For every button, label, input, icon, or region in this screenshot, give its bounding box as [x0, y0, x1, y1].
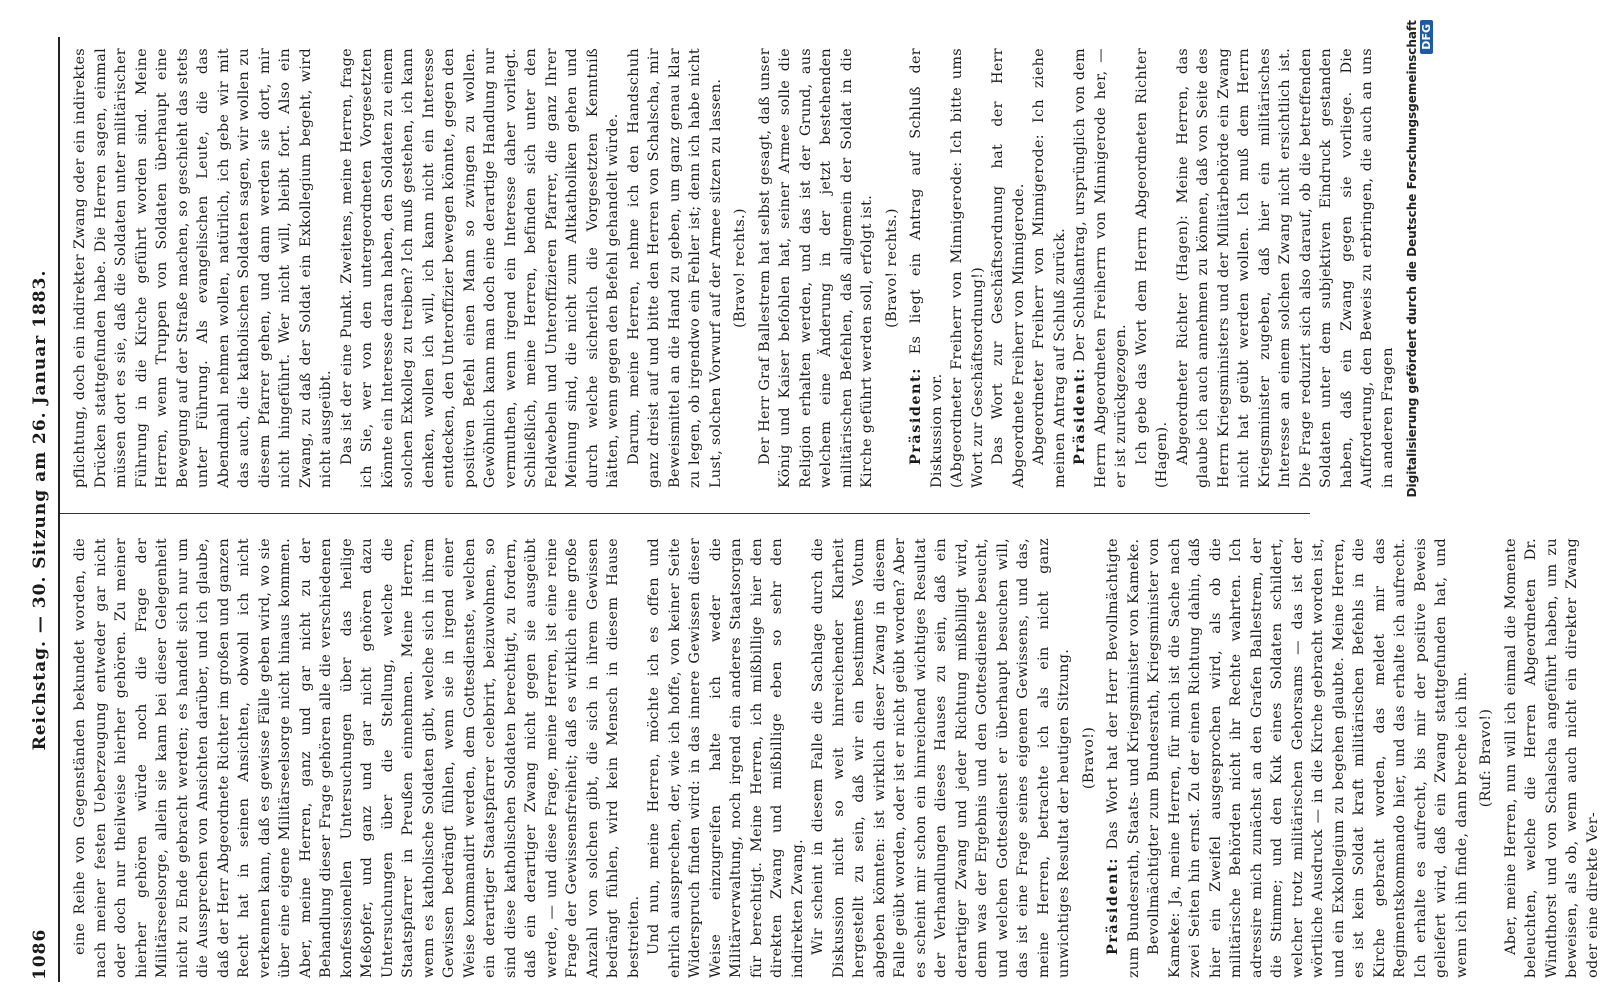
paragraph-text: Es liegt ein Antrag auf Schluß der Diskussion vor.: [908, 48, 945, 488]
paragraph-text: Darum, meine Herren, nehme ich den Handschuh ganz dreist auf und bitte den Herren von Schalscha, mir Beweismittel an die Hand zu geben, um ganz genau klar zu legen, ob irgendwo ein Fehler ist; denn ich habe nicht Lust, solchen Vorwurf auf der Armee sitzen zu lassen.: [625, 48, 724, 488]
paragraph: [1476, 538, 1497, 978]
paragraph: [882, 48, 903, 488]
paragraph-text: Abgeordneter Richter (Hagen): Meine Herren, das glaube ich auch annehmen zu können, daß von Seite des Herrn Kriegsministers und der Militärbehörde ein Zwang nicht hat geübt werden wollen. Ich muß dem Herrn Kriegsminister zugeben, daß hier ein militärisches Interesse an einem solchen Zwang nicht ersichtlich ist. Die Frage reduzirt sich also darauf, ob die betreffenden Soldaten unter dem subjektiven Eindruck gestanden haben, daß ein Zwang gegen sie vorliege. Die Aufforderung, den Beweis zu erbringen, die auch an uns in anderen Fragen: [1174, 48, 1396, 488]
paragraph-text: Der Schlußantrag, ursprünglich von dem Herrn Abgeordneten Freiherrn von Minnigerode her, — er ist zurückgezogen.: [1072, 48, 1129, 488]
paragraph-text: Wir scheint in diesem Falle die Sachlage durch die Diskussion nicht so weit hinreichender Klarheit hergestellt zu sein, daß wir ein bestimmtes Votum abgeben könnten: ist wirklich dieser Zwang in diesem Falle geübt worden, oder ist er nicht geübt worden? Aber es scheint mir schon ein hinreichend wichtiges Resultat der Verhandlungen dieses Hauses zu sein, daß ein derartiger Zwang und jeder Richtung mißbilligt wird, denn was der Ergebnis und den Gottesdienste besucht, und welchen Gottesdienst er überhaupt besuchen will, das ist eine Frage seines eigenen Gewissens, und das, meine Herren, betrachte ich als ein nicht ganz unwichtiges Resultat der heutigen Sitzung.: [810, 538, 1072, 978]
paragraph-text: (Bravo!): [1080, 726, 1097, 790]
digitization-footer: [1405, 20, 1433, 500]
paragraph-text: (Bravo! rechts.): [732, 208, 748, 328]
paragraph: [1132, 48, 1173, 488]
paragraph-text: Und nun, meine Herren, möchte ich es offen und ehrlich aussprechen, der, wie ich hoffe, von keiner Seite Widerspruch finden wird: in das innere Gewissen dieser Weise einzugreifen halte ich weder die Militärverwaltung, noch irgend ein anderes Staatsorgan für berechtigt. Meine Herren, ich mißbillige hier den direkten Zwang und mißbillige eben so sehr den indirekten Zwang.: [646, 538, 806, 978]
paragraph-text: pflichtung, doch ein indirekter Zwang oder ein indirektes Drücken stattgefunden habe. Die Herren sagen, einmal müssen dort es sie, daß die Soldaten unter militärischer Führung in die Kirche geführt worden sind. Meine Herren, wenn Truppen von Soldaten überhaupt eine Bewegung auf der Straße machen, so geschieht das stets unter Führung. Als evangelischen Leute, die das Abendmahl nehmen wollen, natürlich, ich gebe wir mit das auch, die katholischen Soldaten sagen, wir wollen zu diesem Pfarrer gehen, und dann werden sie dort, mir nicht hingeführt. Wer nicht will, bleibt fort. Also ein Zwang, zu daß der Soldat ein Exkollegium begeht, wird nicht ausgeübt.: [72, 48, 334, 488]
paragraph-text: (Abgeordneter Freiherr von Minnigerode: Ich bitte ums Wort zur Geschäftsordnung!): [949, 48, 986, 488]
page-number: 1086: [30, 928, 50, 980]
paragraph-text: Das Wort hat der Herr Bevollmächtigte zum Bundesrath, Staats- und Kriegsminister von Kameke.: [1105, 538, 1142, 978]
paragraph: [1173, 48, 1399, 488]
paragraph-text: eine Reihe von Gegenständen bekundet worden, die nach meiner festen Ueberzeugung entweder gar nicht oder doch nur theilweise hierher gehören. Zu meiner hierher gehören würde noch die Frage der Militärseelsorge, allein sie kann bei dieser Gelegenheit nicht zu Ende gebracht werden; es handelt sich nur um die Aussprechen von Ansichten darüber, und ich glaube, daß der Herr Abgeordnete Richter im großen und ganzen Recht hat in seinen Ansichten, obwohl ich nicht verkennen kann, daß es gewisse Fälle geben wird, wo sie über eine eigene Militärseelsorge nicht hinaus kommen. Aber, meine Herren, ganz und gar nicht zu der Behandlung dieser Frage gehören alle die verschiedenen konfessionellen Untersuchungen über das heilige Meßopfer, und ganz und gar nicht gehören dazu Untersuchungen über die Stellung, welche die Staatspfarrer in Preußen einnehmen. Meine Herren, wenn es katholische Soldaten gibt, welche sich in ihrem Gewissen bedrängt fühlen, wenn sie in irgend einer Weise kommandirt werden, dem Gottesdienste, welchen ein derartiger Staatspfarrer celebrirt, beizuwohnen, so sind diese katholischen Soldaten berechtigt, zu fordern, daß ein derartiger Zwang nicht gegen sie ausgeübt werde, — und diese Frage, meine Herren, ist eine reine Frage der Gewissensfreiheit; daß es wirklich eine große Anzahl von solchen gibt, die sich in ihrem Gewissen bedrängt fühlen, wird kein Mensch in diesem Hause bestreiten.: [72, 538, 642, 978]
footer-text: Digitalisierung gefördert durch die Deutsche Forschungsgemeinschaft: [1405, 20, 1419, 498]
right-column: [70, 48, 1396, 488]
paragraph: [70, 48, 337, 488]
paragraph-text: Ich gebe das Wort dem Herrn Abgeordneten Richter (Hagen).: [1133, 48, 1170, 488]
column-divider: [60, 513, 1310, 514]
paragraph: [70, 538, 644, 978]
paragraph-text: (Bravo! rechts.): [883, 208, 900, 328]
paragraph: [988, 48, 1029, 488]
paragraph-text: Bevollmächtigter zum Bundesrath, Kriegsminister von Kameke: Ja, meine Herren, für mich ist die Sache nach zwei Seiten hin ernst. Zu der einen Richtung dahin, daß hier ein Zweifel ausgesprochen wird, als ob die militärische Behörden nicht ihr Rechte wahrten. Ich adressire mich zunächst an den Grafen Ballestrem, der die Stimme; und den Kuk eines Soldaten schildert, welcher trotz militärischen Gehorsams — das ist der wörtliche Ausdruck — in die Kirche gebracht worden ist, und ein Exkollegium zu begehen glaubte. Meine Herren, es ist kein Soldat kraft militärischen Befehls in die Kirche gebracht worden, das meldet mir das Regimentskommando hier, und das erhalte ich aufrecht. Ich erhalte es aufrecht, bis mir der positive Beweis geliefert wird, daß ein Zwang stattgefunden hat, und wenn ich ihn finde, dann breche ich ihn.: [1146, 538, 1470, 978]
paragraph: [947, 48, 988, 488]
paragraph: [644, 538, 808, 978]
paragraph: [1029, 48, 1070, 488]
paragraph: [755, 48, 878, 488]
header-rule: [58, 37, 60, 982]
speaker-label: Präsident:: [1104, 857, 1121, 955]
paragraph-text: Das Wort zur Geschäftsordnung hat der Herr Abgeordnete Freiherr von Minnigerode.: [990, 48, 1027, 488]
paragraph-text: (Ruf: Bravo!): [1478, 708, 1494, 808]
paragraph-text: Der Herr Graf Ballestrem hat selbst gesagt, daß unser König und Kaiser befohlen hat, seiner Armee solle die Religion erhalten werden, und das ist der Grund, aus welchem eine Änderung in der jetzt bestehenden militärischen Befehlen, daß allgemein der Soldat in die Kirche geführt werden soll, erfolgt ist.: [756, 48, 875, 488]
paragraph: [1501, 538, 1603, 978]
left-column: [70, 538, 1601, 978]
paragraph: [1103, 538, 1144, 978]
dfg-logo: DFG: [1420, 20, 1433, 54]
paragraph: [1079, 538, 1100, 978]
paragraph: [906, 48, 947, 488]
paragraph: [624, 48, 727, 488]
paragraph-text: Das ist der eine Punkt. Zweitens, meine Herren, frage ich Sie, wer von den untergeordneten Vorgesetzten könnte ein Interesse daran haben, den Soldaten zu einem solchen Exkolleg zu treiben? Ich muß gestehen, ich kann denken, wollen ich will, ich kann nicht ein Interesse entdecken, den Unteroffizier bewegen könnte, gegen den positiven Befehl einen Mann so zwingen zu wollen. Gewöhnlich kann man doch eine derartige Handlung nur vermuthen, wenn irgend ein Interesse daher vorliegt. Schließlich, meine Herren, befinden sich unter den Feldwebeln und Unteroffizieren Pfarrer, die ganz Ihrer Meinung sind, die nicht zum Altkatholiken gehen und durch welche sicherlich die Vorgesetzten Kenntniß hätten, wenn gegen den Befehl gehandelt würde.: [338, 48, 621, 488]
paragraph-text: Aber, meine Herren, nun will ich einmal die Momente beleuchten, welche die Herren Abgeordneten Dr. Windthorst und von Schalscha angeführt haben, um zu beweisen, als ob, wenn auch nicht ein direkter Zwang oder eine direkte Ver-: [1502, 538, 1601, 978]
running-title: Reichstag. — 30. Sitzung am 26. Januar 1883.: [30, 269, 50, 751]
speaker-label: Präsident:: [907, 367, 924, 465]
paragraph: [730, 48, 751, 488]
paragraph: [808, 538, 1075, 978]
paragraph: [1144, 538, 1472, 978]
paragraph-text: Abgeordneter Freiherr von Minnigerode: Ich ziehe meinen Antrag auf Schluß zurück.: [1031, 48, 1068, 488]
page-header: [30, 40, 56, 980]
paragraph: [337, 48, 624, 488]
speaker-label: Präsident:: [1071, 367, 1088, 465]
paragraph: [1070, 48, 1132, 488]
